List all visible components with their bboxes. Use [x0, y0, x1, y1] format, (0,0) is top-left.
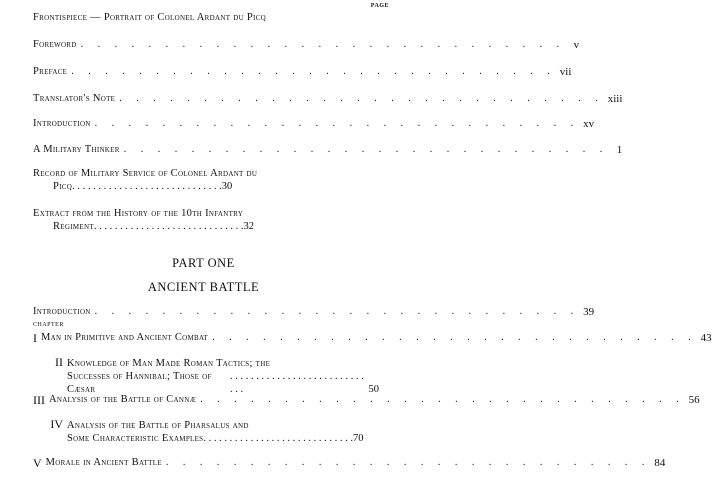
toc-entry-frontispiece [33, 12, 379, 24]
entry-page: v [573, 39, 580, 51]
chapter-number: V [33, 456, 42, 470]
chapter-number: II [55, 355, 63, 369]
dot-leader: . . . . . . . . . . . . . . . . . . . . . . . . . . . . . [94, 306, 580, 317]
entry-title-line2: Some Characteristic Examples [67, 433, 204, 444]
entry-page: vii [559, 66, 572, 78]
entry-page: 32 [243, 221, 255, 232]
entry-title: Frontispiece — Portrait of Colonel Ardant du Picq [33, 12, 266, 23]
dot-leader: . . . . . . . . . . . . . . . . . . . . . . . . . . . . . [203, 433, 353, 444]
entry-title: Man in Primitive and Ancient Combat [41, 332, 209, 343]
entry-title: Preface [33, 66, 68, 77]
part-title: ANCIENT BATTLE [147, 280, 260, 294]
dot-leader: . . . . . . . . . . . . . . . . . . . . . . . . . . . . . [80, 39, 566, 50]
toc-entry-part-introduction [33, 306, 595, 318]
dot-leader: . . . . . . . . . . . . . . . . . . . . . . . . . . . . . [71, 66, 556, 77]
dot-leader: . . . . . . . . . . . . . . . . . . . . . . . . . . . . . [93, 221, 244, 232]
dot-leader: . . . . . . . . . . . . . . . . . . . . . . . . . . . . . [72, 181, 222, 192]
entry-title-line2: Picq [53, 181, 73, 192]
toc-entry-foreword [33, 39, 580, 51]
dot-leader: . . . . . . . . . . . . . . . . . . . . . . . . . . . . . [165, 457, 651, 468]
entry-title: Introduction [33, 118, 91, 129]
entry-title-line1: Analysis of the Battle of Pharsalus and [67, 420, 249, 431]
entry-title: A Military Thinker [33, 144, 120, 155]
entry-title: Foreword [33, 39, 77, 50]
toc-chapter-3 [33, 393, 700, 407]
part-heading: PART ONE [172, 256, 235, 270]
toc-chapter-4 [33, 418, 379, 445]
entry-page: 70 [352, 433, 364, 444]
dot-leader: . . . . . . . . . . . . . . . . . . . . . . . . . . . . . [94, 118, 580, 129]
toc-entry-military-thinker [33, 144, 623, 156]
entry-title-line2: Successes of Hannibal; Those of Cæsar [67, 371, 212, 395]
entry-title-line2: Regiment [53, 221, 94, 232]
entry-page: xv [583, 118, 595, 130]
dot-leader: . . . . . . . . . . . . . . . . . . . . . . . . . . . . . [119, 93, 604, 104]
entry-page: 39 [583, 306, 595, 318]
chapter-number: IV [50, 417, 63, 431]
entry-title: Morale in Ancient Battle [45, 457, 162, 468]
entry-title-line1: Knowledge of Man Made Roman Tactics; the [67, 358, 271, 369]
toc-entry-introduction [33, 118, 595, 130]
toc-chapter-5 [33, 456, 666, 470]
entry-page: xiii [607, 93, 623, 105]
entry-title: Translator's Note [33, 93, 116, 104]
entry-page: 1 [616, 144, 623, 156]
entry-page: 84 [654, 457, 666, 469]
entry-page: 43 [700, 332, 712, 344]
entry-page: 50 [368, 384, 379, 395]
entry-page: 56 [688, 394, 700, 406]
entry-title: Analysis of the Battle of Cannæ [49, 394, 197, 405]
chapter-number: III [33, 393, 45, 407]
chapter-number: I [33, 331, 37, 345]
dot-leader: . . . . . . . . . . . . . . . . . . . . . . . . . . . . . [229, 371, 364, 395]
toc-entry-preface [33, 66, 572, 78]
toc-chapter-2 [33, 356, 379, 396]
page-column-label: PAGE [370, 3, 389, 9]
toc-entry-extract-history [33, 207, 379, 233]
dot-leader: . . . . . . . . . . . . . . . . . . . . . . . . . . . . . [212, 332, 697, 343]
entry-title-line1: Extract from the History of the 10th Infantry [33, 208, 244, 219]
dot-leader: . . . . . . . . . . . . . . . . . . . . . . . . . . . . . [123, 144, 609, 155]
entry-title: Introduction [33, 306, 91, 317]
entry-page: 30 [221, 181, 233, 192]
toc-entry-translators-note [33, 93, 623, 105]
dot-leader: . . . . . . . . . . . . . . . . . . . . . . . . . . . . . [200, 394, 685, 405]
toc-chapter-1 [33, 331, 712, 345]
toc-entry-record-of-service [33, 167, 379, 193]
entry-title-line1: Record of Military Service of Colonel Ardant du [33, 168, 258, 179]
chapter-column-label: CHAPTER [33, 322, 64, 328]
